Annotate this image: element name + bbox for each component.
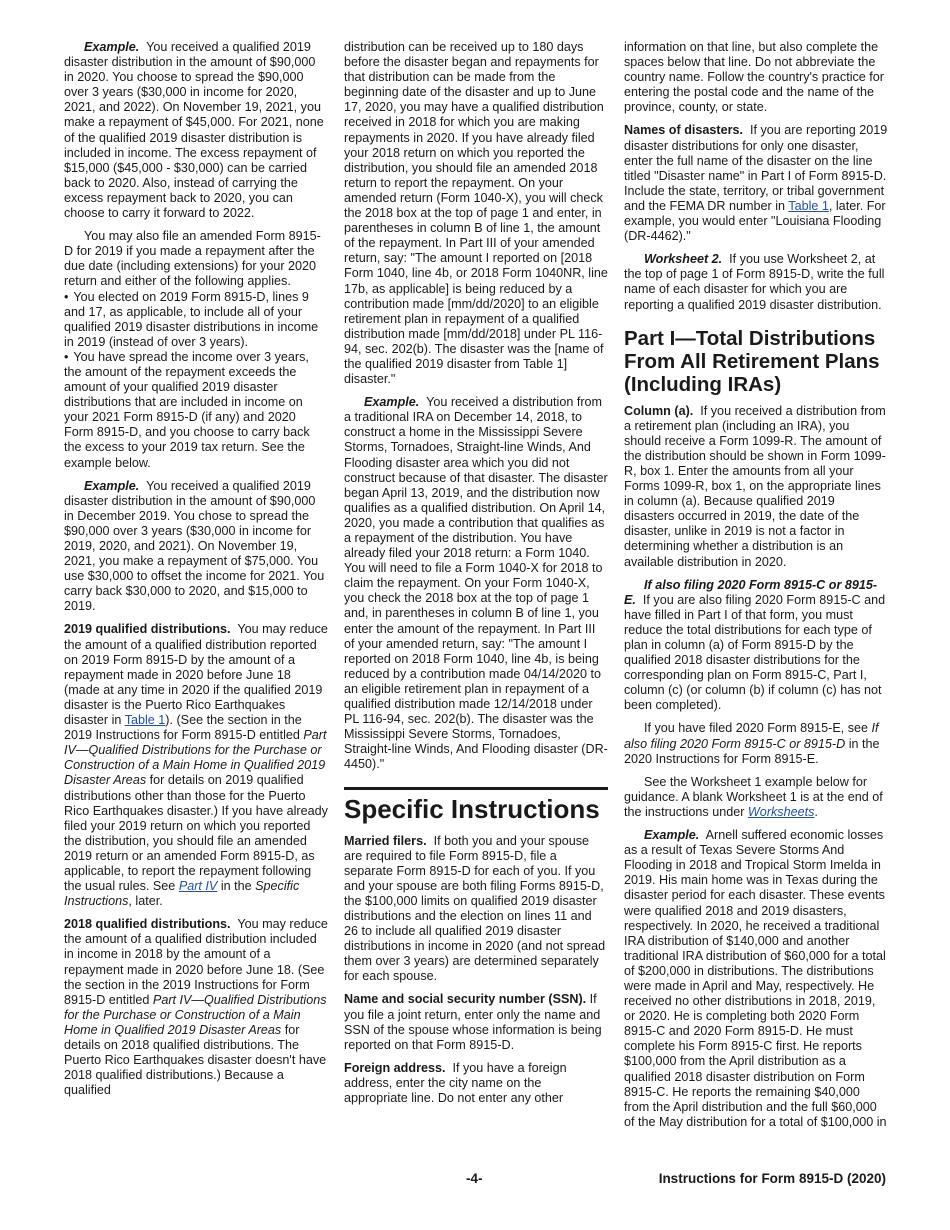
qualified-2019-text-b: ). (See the section in the 2019 Instructions for Form 8915-D entitled	[64, 713, 302, 743]
column-2	[344, 40, 608, 1114]
specific-instructions-heading: Specific Instructions	[344, 787, 608, 824]
foreign-address-heading: Foreign address.	[344, 1060, 446, 1075]
part-1-heading: Part I—Total Distributions From All Retirement Plans (Including IRAs)	[624, 326, 880, 396]
bullet-item-1: • You elected on 2019 Form 8915-D, lines 9 and 17, as applicable, to include all of your qualified 2019 disaster distributions in income in 2019 (instead of over 3 years).	[64, 290, 328, 350]
part-iv-title-italic: Part IV—Qualified Distributions for the Purchase or Construction of a Main Home in Qualified 2019 Disaster Areas	[64, 728, 327, 788]
form-8915e-paragraph	[624, 721, 888, 766]
qualified-2018-text-b: for details on 2018 qualified distributions. The Puerto Rico Earthquakes disaster doesn't have 2018 qualified distributions.) Because a qualified	[64, 1022, 327, 1098]
form-footer-title: Instructions for Form 8915-D (2020)	[658, 1171, 886, 1186]
column-a-paragraph	[624, 404, 888, 570]
form-8915e-text-a: If you have filed 2020 Form 8915-E, see	[644, 721, 869, 736]
column-1	[64, 40, 328, 1106]
example-1-paragraph	[64, 40, 328, 221]
bullet-item-2: • You have spread the income over 3 years, the amount of the repayment exceeds the amount of your qualified 2019 disaster distributions that are included in income on your 2021 Form 8915-D (if any) and 2020 Form 8915-D, and you choose to carry back the excess to your 2019 tax return. See the example below.	[64, 350, 328, 471]
column-a-body: If you received a distribution from a retirement plan (including an IRA), you should receive a Form 1099-R. The amount of the distribution should be shown in Form 1099-R, box 1. Enter the amounts from all your Forms 1099-R, box 1, on the appropriate lines in column (a). Because qualified 2019 disasters occurred in 2019, the date of the disaster, unlike in 2019 is not a factor in determining whether a distribution is an available distribution in 2020.	[624, 403, 886, 569]
example-ira-heading: Example.	[364, 395, 420, 410]
example-2-body: You received a qualified 2019 disaster distribution in the amount of $90,000 in December 2019. You chose to spread the $90,000 over 3 years ($30,000 in income for 2019, 2020, and 2021). On November 19, 2021, you make a repayment of $75,000. You use $30,000 to offset the income for 2021. You carry back $30,000 to 2020, and $15,000 to 2019.	[64, 478, 325, 614]
qualified-2018-text-a: You may reduce the amount of a qualified distribution included in income in 2018 by the amount of a repayment made in 2020 before June 18. (See the section in the 2019 Instructions for Form 8915-D entitled	[64, 917, 328, 1007]
column-3	[624, 40, 888, 1138]
continued-foreign-address: information on that line, but also complete the spaces below that line. Do not abbreviate the country name. Follow the country's practice for entering the postal code and the name of the province, county, or state.	[624, 40, 884, 115]
arnell-example-paragraph	[624, 828, 888, 1130]
foreign-address-paragraph	[344, 1061, 608, 1106]
qualified-2018-heading: 2018 qualified distributions.	[64, 917, 231, 932]
arnell-example-body: Arnell suffered economic losses as a result of Texas Severe Storms And Flooding in 2018 and Tropical Storm Imelda in 2019. His main home was in Texas during the disaster period for each disaster. These events were qualified 2018 and 2019 disasters, respectively. In 2020, he received a traditional IRA distribution of $140,000 and another traditional IRA distribution of $60,000 for a total of $200,000 in distributions. The distributions were made in April and May, respectively. He received no other distributions in 2018, 2019, or 2020. He is completing both 2020 Form 8915-C and 2020 Form 8915-D. He must complete his Form 8915-C first. He reports $100,000 from the April distribution as a qualified 2018 disaster distribution on Form 8915-C. He reports the remaining $40,000 from the April distribution and the full $60,000 of the May distribution for a total of $100,000 in	[624, 828, 887, 1129]
page-number: -4-	[466, 1171, 483, 1186]
ssn-paragraph	[344, 992, 608, 1052]
ssn-body: If you file a joint return, enter only the name and SSN of the spouse whose information is being reported on that Form 8915-D.	[344, 992, 602, 1052]
arnell-example-heading: Example.	[644, 828, 700, 843]
qualified-2019-text-c: for details on 2019 qualified distributions other than those for the Puerto Rico Earthquakes disaster.) If you have already filed your 2019 return on which you reported the distribution, you should file an amended 2019 return or an amended Form 8915-D, as applicable, to report the repayment following the usual rules. See	[64, 773, 328, 894]
worksheets-link[interactable]: Worksheets	[747, 804, 815, 819]
example-2-paragraph	[64, 479, 328, 615]
worksheet-2-body: If you use Worksheet 2, at the top of page 1 of Form 8915-D, write the full name of each disaster for which you are reporting a qualified 2019 disaster distribution.	[624, 252, 885, 312]
example-ira-body: You received a distribution from a traditional IRA on December 14, 2018, to construct a home in the Mississippi Severe Storms, Tornadoes, Straight-line Winds, And Flooding disaster area which you did not construct because of that disaster. The disaster began April 13, 2019, and the distribution now qualifies as a qualified distribution. On April 14, 2020, you made a contribution that qualifies as a repayment of the distribution. You have already filed your 2018 return: a Form 1040. You will need to file a Form 1040-X for 2018 to claim the repayment. On your Form 1040-X, you check the 2018 box at the top of page 1 and, in parentheses in column B of line 1, you enter the amount of the repayment. In Part III of your amended return, say: "The amount I reported on 2018 Form 1040, line 4b, is being reduced by a contribution made 04/14/2020 to an eligible retirement plan in repayment of a qualified distribution made 12/14/2018 under PL 116-94, sec. 202(b). The disaster was the Mississippi Severe Storms, Tornadoes, Straight-line Winds, And Flooding disaster (DR-4450)."	[344, 395, 608, 772]
amended-return-paragraph: You may also file an amended Form 8915-D for 2019 if you made a repayment after the due date (including extensions) for your 2020 return and either of the following applies.	[64, 229, 321, 289]
form-8915e-italic: If also filing 2020 Form 8915-C or 8915-D	[624, 721, 879, 751]
names-of-disasters-paragraph	[624, 123, 888, 244]
table-1-link-col3[interactable]: Table 1	[788, 198, 829, 213]
form-8915e-text-b: in the 2020 Instructions for Form 8915-E.	[624, 736, 880, 766]
also-filing-body: If you are also filing 2020 Form 8915-C and have filled in Part I of that form, you must reduce the total distributions for each type of plan in column (a) of Form 8915-D by the qualified 2018 disaster distributions for the corresponding plan on Form 8915-C, Part I, column (c) (or column (b) if column (c) has not been completed).	[624, 592, 886, 713]
also-filing-paragraph	[624, 578, 888, 714]
ssn-heading: Name and social security number (SSN).	[344, 992, 587, 1007]
worksheet-2-heading: Worksheet 2.	[644, 252, 723, 267]
part-iv-link[interactable]: Part IV	[178, 879, 218, 894]
example-1-body: You received a qualified 2019 disaster distribution in the amount of $90,000 in 2020. You choose to spread the $90,000 over 3 years ($30,000 in income for 2020, 2021, and 2022). On November 19, 2021, you make a repayment of $45,000. For 2021, none of the qualified 2019 disaster distribution is included in income. The excess repayment of $15,000 ($45,000 - $30,000) can be carried back to 2020. Also, instead of carrying the excess repayment back to 2020, you can choose to carry it forward to 2022.	[64, 40, 324, 221]
qualified-2018-italic: Part IV—Qualified Distributions for the Purchase or Construction of a Main Home in Qualified 2019 Disaster Areas	[64, 992, 327, 1037]
also-filing-heading: If also filing 2020 Form 8915-C or 8915-E.	[624, 577, 878, 607]
qualified-2019-heading: 2019 qualified distributions.	[64, 622, 231, 637]
continued-paragraph: distribution can be received up to 180 days before the disaster began and repayments for that distribution can be made from the beginning date of the disaster and up to June 17, 2020, you may have a qualified distribution received in 2018 for which you are making repayments in 2020. If you have already filed your 2018 return on which you reported the distribution, you should file an amended 2018 return to report the repayment. On your amended return (Form 1040-X), you will check the 2018 box at the top of page 1 and enter, in parentheses in column B of line 1, the amount of the repayment. In Part III of your amended return, say: "The amount I reported on [2018 Form 1040, line 4b, or 2018 Form 1040NR, line 17b, as applicable] is being reduced by a contribution made [mm/dd/2020] to an eligible retirement plan in repayment of a qualified distribution made [mm/dd/2018] under PL 116-94, sec. 202(b). The disaster was the [name of the qualified 2019 disaster from Table 1] disaster."	[344, 40, 608, 387]
example-2-heading: Example.	[84, 478, 140, 493]
worksheet-2-paragraph	[624, 252, 888, 312]
qualified-2019-text-d: in the	[220, 879, 252, 894]
names-of-disasters-text-a: If you are reporting 2019 disaster distributions for only one disaster, enter the full name of the disaster on the line titled "Disaster name" in Part I of Form 8915-D. Include the state, territory, or tribal government and the FEMA DR number in	[624, 123, 888, 213]
specific-instructions-italic: Specific Instructions	[64, 879, 300, 909]
worksheet-1-guidance-paragraph	[624, 775, 888, 820]
table-1-link[interactable]: Table 1	[124, 713, 166, 728]
example-1-heading: Example.	[84, 40, 140, 54]
example-ira-paragraph	[344, 395, 608, 772]
qualified-2018-paragraph	[64, 917, 328, 1098]
foreign-address-body: If you have a foreign address, enter the city name on the appropriate line. Do not enter any other	[344, 1060, 567, 1105]
names-of-disasters-text-b: , later. For example, you would enter "Louisiana Flooding (DR-4462)."	[624, 198, 886, 244]
married-filers-paragraph	[344, 834, 608, 985]
married-filers-heading: Married filers.	[344, 833, 427, 848]
worksheet-guidance-period: .	[814, 804, 818, 819]
names-of-disasters-heading: Names of disasters.	[624, 123, 743, 138]
qualified-2019-text-e: , later.	[128, 894, 163, 909]
qualified-2019-paragraph	[64, 622, 328, 909]
column-a-heading: Column (a).	[624, 403, 694, 418]
worksheet-guidance-text: See the Worksheet 1 example below for guidance. A blank Worksheet 1 is at the end of the instructions under	[624, 774, 883, 819]
qualified-2019-text-a: You may reduce the amount of a qualified distribution reported on 2019 Form 8915-D by the amount of a repayment made in 2020 before June 18 (made at any time in 2020 if the qualified 2019 disaster is the Puerto Rico Earthquakes disaster in	[64, 622, 328, 728]
married-filers-body: If both you and your spouse are required to file Form 8915-D, file a separate Form 8915-D for each of you. If you and your spouse are both filing Forms 8915-D, the $100,000 limits on qualified 2019 disaster distributions and the election on lines 11 and 26 to include all qualified 2019 disaster distributions in income in 2020 (and not spread them over 3 years) are determined separately for each spouse.	[344, 833, 606, 984]
